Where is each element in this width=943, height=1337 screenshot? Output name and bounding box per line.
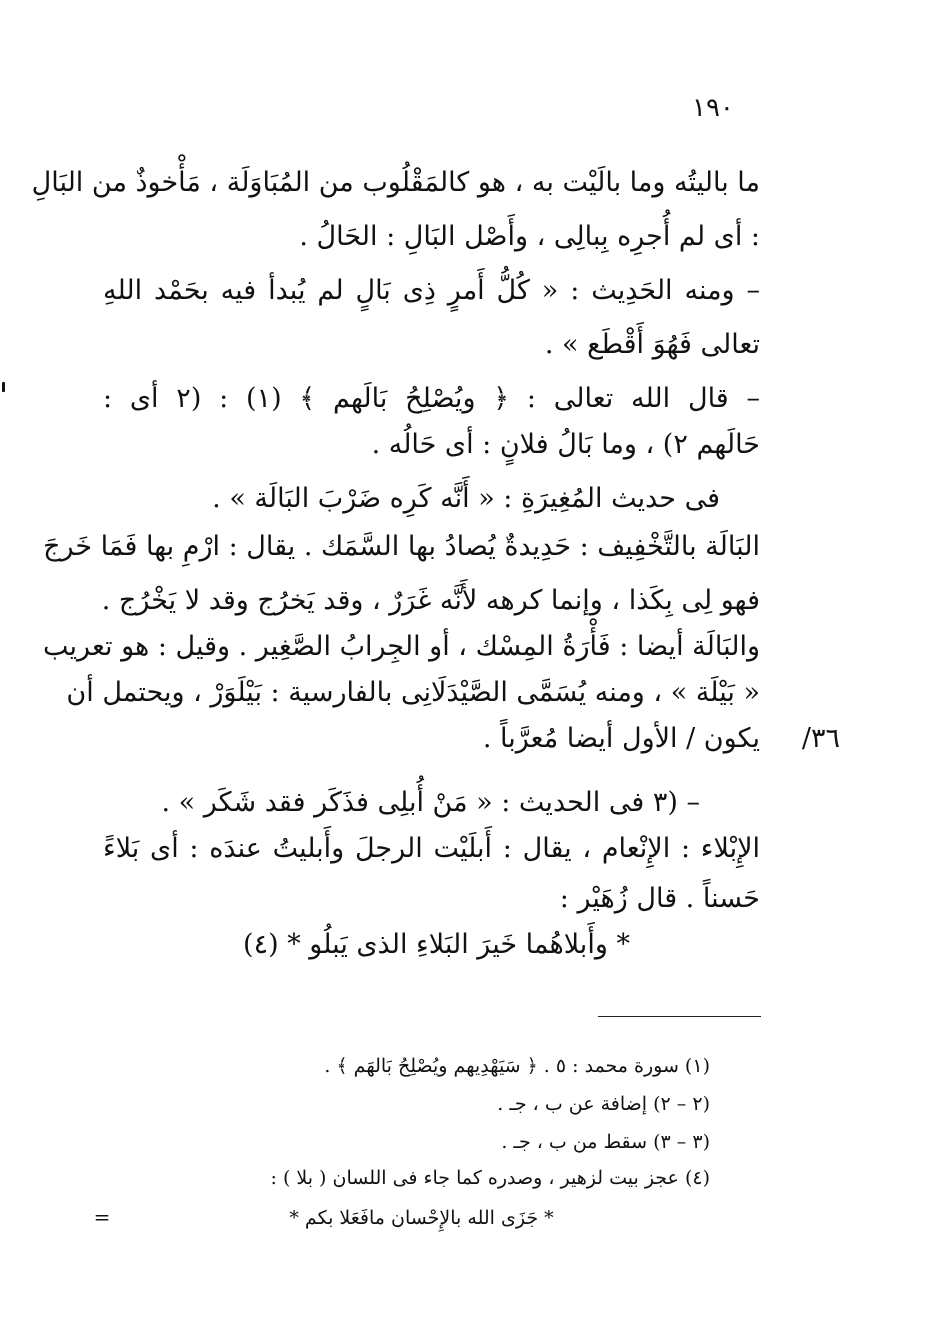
body-line-5: – قال الله تعالى : ﴿ ويُصْلِحُ بَالَهم ﴾ (١) : (٢ أى : — [103, 383, 760, 414]
body-line-13: – (٣ فى الحديث : « مَنْ أُبلِى فذَكَر فقد شَكَر » . — [161, 787, 700, 818]
verse-line: * وأَبلاهُما خَيرَ البَلاءِ الذى يَبلُو * (٤) — [243, 929, 630, 960]
footnote-2: (٢ – ٢) إضافة عن ب ، جـ . — [497, 1093, 710, 1115]
body-line-14: الإِبْلاء : الإِنْعام ، يقال : أَبلَيْت الرجلَ وأَبليتُ عندَه : أى بَلاءً — [103, 833, 760, 864]
footnote-1: (١) سورة محمد : ٥ . ﴿ سَيَهْدِيهم ويُصْلِحُ بَالهَم ﴾ . — [324, 1055, 710, 1077]
body-line-7: فى حديث المُغِيرَةِ : « أَنَّه كَرِه ضَرْبَ البَالَة » . — [212, 483, 720, 514]
body-line-9: فهو لِى بِكَذا ، وإنما كرهه لأَنَّه غَرَرٌ ، وقد يَخرُج وقد لا يَخْرُج . — [101, 585, 760, 616]
page-number: ١٩٠ — [692, 93, 734, 123]
margin-dot — [2, 382, 5, 392]
footnote-4: (٤) عجز بيت لزهير ، وصدره كما جاء فى اللسان ( بلا ) : — [270, 1167, 710, 1189]
continuation-mark: = — [93, 1205, 111, 1229]
margin-folio-note: ٣٦/ — [801, 723, 840, 754]
body-line-8: البَالَة بالتَّخْفِيف : حَدِيدةٌ يُصادُ بها السَّمَك . يقال : ارْمِ بها فَمَا خَرجَ — [43, 531, 760, 562]
footnote-rule — [598, 1016, 761, 1017]
body-line-12: يكون / الأول أيضا مُعرَّباً . — [482, 723, 760, 754]
body-line-2: : أى لم أُجرِه بِبالِى ، وأَصْل البَالِ : الحَالُ . — [299, 221, 760, 252]
body-line-15: حَسناً . قال زُهَيْر : — [559, 883, 760, 914]
body-line-6: حَالَهم ٢) ، وما بَالُ فلانٍ : أى حَالُه . — [371, 429, 760, 460]
body-line-1: ما باليتُه وما بالَيْت به ، هو كالمَقْلُوب من المُبَاوَلَة ، مَأْخوذٌ من البَالِ — [31, 167, 760, 198]
body-line-11: « بَيْلَة » ، ومنه يُسَمَّى الصَّيْدَلَانِى بالفارسية : بَيْلَوَرْ ، ويحتمل أن — [66, 677, 760, 708]
body-line-4: تعالى فَهُوَ أَقْطَع » . — [544, 329, 760, 360]
footnote-verse: * جَزَى الله بالإِحْسان مافَعَلا بكم * — [289, 1207, 554, 1229]
footnote-3: (٣ – ٣) سقط من ب ، جـ . — [501, 1131, 710, 1153]
body-line-10: والبَالَة أيضا : فَأْرَةُ المِسْك ، أو الجِرابُ الصَّغِير . وقيل : هو تعريب — [43, 631, 760, 662]
body-line-3: – ومنه الحَدِيث : « كُلُّ أَمرٍ ذِى بَالٍ لم يُبدأ فيه بحَمْد اللهِ — [103, 275, 760, 306]
